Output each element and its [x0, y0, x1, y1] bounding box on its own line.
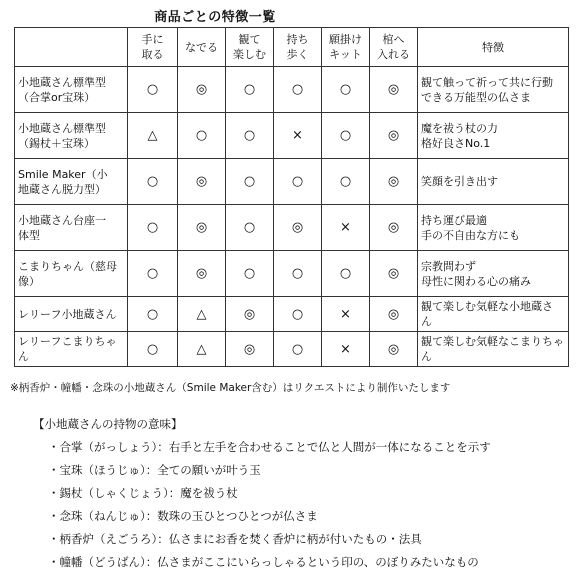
- product-feature: 観て楽しむ気軽なこまりちゃ ん: [418, 332, 569, 367]
- table-header-row: [15, 28, 569, 67]
- product-name: こまりちゃん（慈母 像）: [15, 251, 128, 297]
- rating-mark: ◎: [370, 67, 418, 113]
- table-row: [15, 113, 569, 159]
- product-feature: 笑顔を引き出す: [418, 159, 569, 205]
- rating-mark: ◎: [178, 67, 226, 113]
- header-coffin: 棺へ 入れる: [370, 28, 418, 67]
- meaning-item: ・念珠（ねんじゅ）：数珠の玉ひとつひとつが仏さま: [48, 509, 318, 523]
- meaning-item: ・錫杖（しゃくじょう）：魔を祓う杖: [48, 486, 238, 500]
- rating-mark: ○: [322, 159, 370, 205]
- product-name: 小地蔵さん標準型 （錫杖＋宝珠）: [15, 113, 128, 159]
- table-row: [15, 297, 569, 332]
- rating-mark: ×: [322, 332, 370, 367]
- header-carry: 持ち 歩く: [274, 28, 322, 67]
- header-wish-kit: 願掛け キット: [322, 28, 370, 67]
- table-row: [15, 251, 569, 297]
- rating-mark: ◎: [370, 251, 418, 297]
- footnote: ※柄香炉・幢幡・念珠の小地蔵さん（Smile Maker含む）はリクエストにより制作いたします: [10, 382, 451, 394]
- meaning-heading: 【小地蔵さんの持物の意味】: [33, 417, 183, 431]
- rating-mark: ◎: [370, 113, 418, 159]
- rating-mark: ◎: [370, 159, 418, 205]
- rating-mark: ○: [226, 113, 274, 159]
- product-feature: 魔を祓う杖の力 格好良さNo.1: [418, 113, 569, 159]
- rating-mark: ○: [322, 251, 370, 297]
- header-product: [15, 28, 128, 67]
- rating-mark: ○: [226, 159, 274, 205]
- rating-mark: ◎: [274, 205, 322, 251]
- rating-mark: ○: [128, 159, 178, 205]
- product-feature: 観て楽しむ気軽な小地蔵さ ん: [418, 297, 569, 332]
- table-row: [15, 205, 569, 251]
- rating-mark: ○: [322, 67, 370, 113]
- rating-mark: ○: [274, 251, 322, 297]
- rating-mark: ○: [226, 205, 274, 251]
- rating-mark: ○: [128, 205, 178, 251]
- rating-mark: △: [178, 332, 226, 367]
- rating-mark: ○: [274, 159, 322, 205]
- rating-mark: ◎: [370, 332, 418, 367]
- meaning-list: [48, 439, 491, 577]
- rating-mark: △: [178, 297, 226, 332]
- feature-table: [14, 27, 569, 367]
- product-feature: 持ち運び最適 手の不自由な方にも: [418, 205, 569, 251]
- rating-mark: ◎: [178, 251, 226, 297]
- header-feature: 特徴: [418, 28, 569, 67]
- rating-mark: ○: [128, 67, 178, 113]
- rating-mark: ○: [322, 113, 370, 159]
- rating-mark: ○: [274, 297, 322, 332]
- rating-mark: ◎: [226, 332, 274, 367]
- rating-mark: ◎: [226, 297, 274, 332]
- product-name: 小地蔵さん台座一 体型: [15, 205, 128, 251]
- product-name: 小地蔵さん標準型 （合掌or宝珠）: [15, 67, 128, 113]
- rating-mark: ◎: [370, 297, 418, 332]
- header-stroke: なでる: [178, 28, 226, 67]
- rating-mark: ○: [274, 332, 322, 367]
- product-name: レリーフ小地蔵さん: [15, 297, 128, 332]
- rating-mark: ◎: [370, 205, 418, 251]
- rating-mark: ○: [128, 332, 178, 367]
- table-row: [15, 332, 569, 367]
- header-view: 観て 楽しむ: [226, 28, 274, 67]
- table-row: [15, 67, 569, 113]
- rating-mark: ○: [178, 113, 226, 159]
- rating-mark: ×: [322, 205, 370, 251]
- product-feature: 観て触って祈って共に行動 できる万能型の仏さま: [418, 67, 569, 113]
- meaning-item: ・宝珠（ほうじゅ）：全ての願いが叶う玉: [48, 463, 261, 477]
- rating-mark: ○: [128, 251, 178, 297]
- rating-mark: △: [128, 113, 178, 159]
- meaning-item: ・幢幡（どうばん）：仏さまがここにいらっしゃるという印の、のぼりみたいなもの: [48, 555, 479, 569]
- rating-mark: ◎: [178, 159, 226, 205]
- rating-mark: ×: [322, 297, 370, 332]
- page-title: 商品ごとの特徴一覧: [154, 10, 276, 25]
- rating-mark: ○: [226, 67, 274, 113]
- rating-mark: ○: [274, 67, 322, 113]
- table-row: [15, 159, 569, 205]
- product-name: レリーフこまりちゃん: [15, 332, 128, 367]
- meaning-item: ・柄香炉（えごうろ）：仏さまにお香を焚く香炉に柄が付いたもの・法具: [48, 532, 422, 546]
- rating-mark: ○: [226, 251, 274, 297]
- rating-mark: ×: [274, 113, 322, 159]
- rating-mark: ○: [128, 297, 178, 332]
- rating-mark: ◎: [178, 205, 226, 251]
- meaning-item: ・合掌（がっしょう）：右手と左手を合わせることで仏と人間が一体になることを示す: [48, 440, 491, 454]
- header-hold: 手に 取る: [128, 28, 178, 67]
- product-feature: 宗教問わず 母性に関わる心の痛み: [418, 251, 569, 297]
- product-name: Smile Maker（小 地蔵さん脱力型）: [15, 159, 128, 205]
